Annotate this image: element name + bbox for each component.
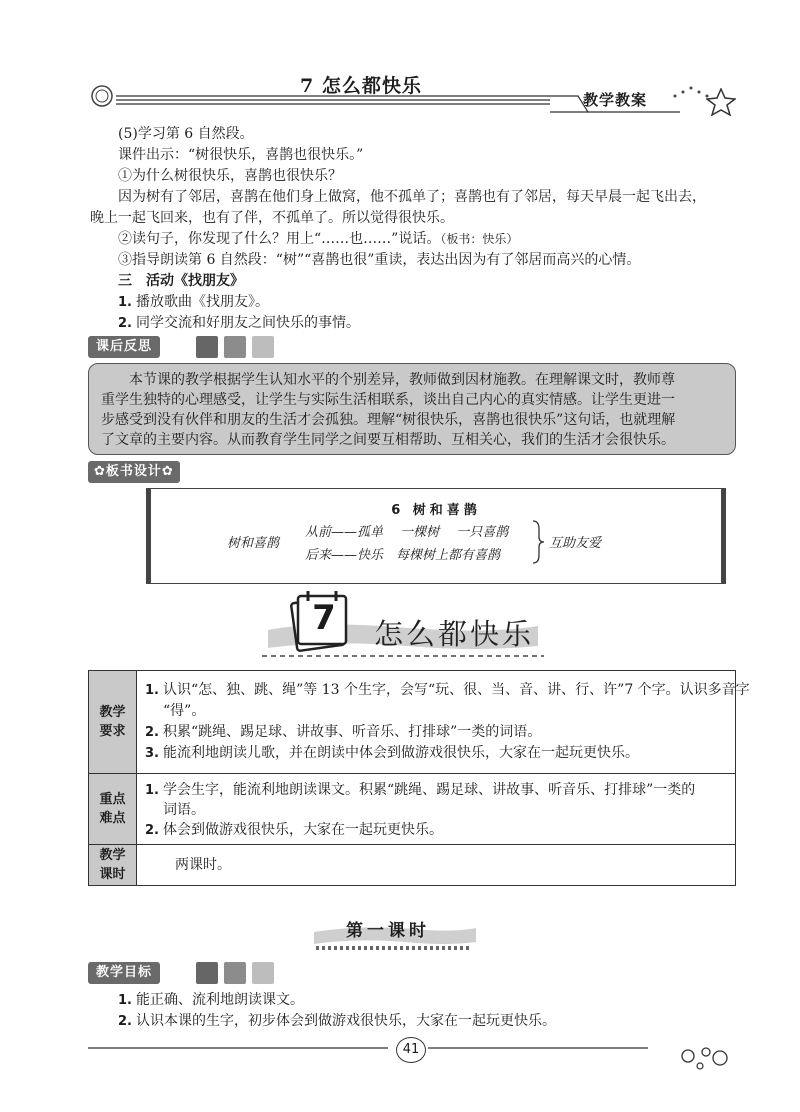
board-left-label: 树和喜鹊	[227, 536, 280, 551]
row-header	[89, 845, 137, 885]
courseware-text: 课件出示：“树很快乐，喜鹊也很快乐。”	[118, 147, 364, 163]
item-number: 2.	[145, 725, 159, 740]
period-title: 第一课时	[346, 921, 430, 941]
table-row	[175, 855, 231, 875]
table-row	[145, 722, 541, 743]
item-number: 1.	[118, 295, 132, 310]
item-text: 播放歌曲《找朋友》。	[135, 294, 269, 310]
item-number: 2.	[145, 823, 159, 838]
row-header	[89, 671, 137, 773]
item-text: 学会生字，能流利地朗读课文。积累“跳绳、踢足球、讲故事、听音乐、打排球”一类的	[162, 782, 696, 798]
question-2	[118, 229, 518, 249]
tag-square	[252, 962, 274, 984]
answer-line-1: 因为树有了邻居，喜鹊在他们身上做窝，他不孤单了；喜鹊也有了邻居，每天早晨一起飞出去，	[118, 189, 706, 205]
tag-square	[224, 336, 246, 358]
item-text: 认识“怎、独、跳、绳”等 13 个生字，会写“玩、很、当、音、讲、行、许”7 个字。认识多音字	[162, 682, 750, 698]
board-row-2: 后来——快乐 每棵树上都有喜鹊	[305, 548, 501, 563]
board-row-1: 从前——孤单 一棵树 一只喜鹊	[305, 525, 509, 540]
table-row	[163, 800, 205, 820]
reflection-box	[88, 363, 736, 455]
item-text: 能正确、流利地朗读课文。	[135, 992, 304, 1008]
item-number: 1.	[145, 783, 159, 798]
table-row	[145, 680, 750, 701]
item-text: 同学交流和好朋友之间快乐的事情。	[135, 315, 360, 331]
page-number: 41	[396, 1037, 426, 1063]
brace-icon	[531, 519, 545, 565]
board-title: 6 树和喜鹊	[391, 503, 481, 518]
header-text: 重点	[99, 792, 126, 807]
answer-line-2: 晚上一起飞回来，也有了伴，不孤单了。所以觉得很快乐。	[90, 210, 454, 226]
chapter-title: 7 怎么都快乐	[300, 75, 422, 97]
item-number: 3.	[145, 746, 159, 761]
question-3: ③指导朗读第 6 自然段：“树”“喜鹊也很”重读，表达出因为有了邻居而高兴的心情。	[118, 252, 641, 268]
table-row	[145, 820, 443, 841]
item-text: “得”。	[163, 703, 206, 719]
board-design-tag: ✿板书设计✿	[88, 461, 180, 483]
item-text: 词语。	[163, 802, 205, 818]
table-row	[145, 743, 639, 764]
objectives-tag: 教学目标	[88, 962, 160, 984]
plan-table	[88, 670, 750, 886]
reflection-tag: 课后反思	[88, 336, 160, 358]
item-number: 2.	[118, 1014, 132, 1029]
item-number: 2.	[118, 316, 132, 331]
header-text: 教学	[99, 705, 126, 720]
row-divider	[89, 773, 735, 774]
item-text: 积累“跳绳、踢足球、讲故事、听音乐、打排球”一类的词语。	[162, 724, 542, 740]
item-number: 1.	[145, 683, 159, 698]
tag-square	[196, 962, 218, 984]
board-note: （板书：快乐）	[440, 232, 519, 246]
question-2-text: ②读句子，你发现了什么？用上“……也……”说话。	[118, 231, 441, 247]
list-item	[118, 1011, 556, 1032]
row-header	[89, 774, 137, 844]
step-heading: (5)学习第 6 自然段。	[118, 126, 254, 142]
activity-heading: 三 活动《找朋友》	[118, 273, 244, 289]
question-1: ①为什么树很快乐，喜鹊也很快乐？	[118, 168, 342, 184]
item-text: 体会到做游戏很快乐，大家在一起玩更快乐。	[162, 822, 443, 838]
tag-square	[224, 962, 246, 984]
list-item	[118, 313, 360, 334]
item-text: 能流利地朗读儿歌，并在朗读中体会到做游戏很快乐，大家在一起玩更快乐。	[162, 745, 639, 761]
reflection-line: 步感受到没有伙伴和朋友的生活才会孤独。理解“树很快乐，喜鹊也很快乐”这句话，也就理解	[101, 412, 676, 428]
table-row	[163, 701, 205, 721]
header-text: 难点	[99, 811, 126, 826]
header-text: 要求	[99, 724, 126, 739]
board-right-label: 互助友爱	[549, 536, 602, 551]
item-number: 1.	[118, 993, 132, 1008]
item-text: 认识本课的生字，初步体会到做游戏很快乐，大家在一起玩更快乐。	[135, 1013, 556, 1029]
header-text: 教学	[99, 848, 126, 863]
brand-label: 教学教案	[583, 91, 648, 109]
tag-square	[252, 336, 274, 358]
list-item	[118, 292, 269, 313]
star-icon	[706, 88, 736, 116]
reflection-line: 了文章的主要内容。从而教育学生同学之间要互相帮助、互相关心，我们的生活才会很快乐。	[101, 432, 675, 448]
list-item	[118, 990, 304, 1011]
lesson-number: 7	[312, 598, 336, 638]
table-row	[145, 780, 695, 801]
tag-square	[196, 336, 218, 358]
reflection-line: 本节课的教学根据学生认知水平的个别差异，教师做到因材施教。在理解课文时，教师尊	[101, 372, 675, 388]
board-design-box	[146, 488, 726, 584]
header-text: 课时	[99, 867, 126, 882]
reflection-line: 重学生独特的心理感受，让学生与实际生活相联系，谈出自己内心的真实情感。让学生更进一	[101, 392, 675, 408]
lesson-title: 怎么都快乐	[374, 617, 535, 651]
item-text: 两课时。	[175, 857, 231, 873]
row-divider	[89, 844, 735, 845]
